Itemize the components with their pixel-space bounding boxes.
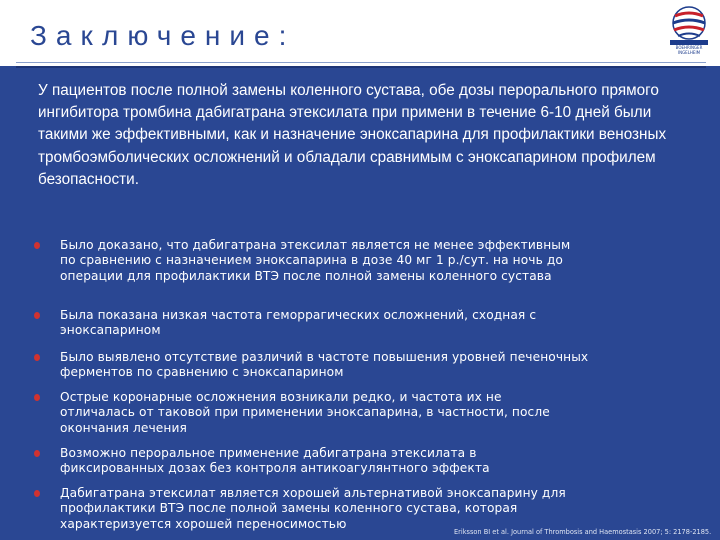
- list-item-text: Была показана низкая частота геморрагических осложнений, сходная с эноксапарином: [60, 308, 537, 338]
- logo-text: BOEHRINGER INGELHEIM: [675, 45, 703, 55]
- company-logo: [664, 4, 714, 62]
- header-bar: [0, 0, 720, 66]
- bullet-marker-icon: [34, 490, 40, 497]
- header-divider-shadow: [16, 66, 706, 68]
- list-item-text: Острые коронарные осложнения возникали редко, и частота их не отличалась от таковой при применении эноксапарина, в частности, после окончания лечения: [60, 390, 550, 435]
- bullet-marker-icon: [34, 354, 40, 361]
- bullet-marker-icon: [34, 312, 40, 319]
- header-divider: [16, 62, 706, 63]
- logo-globe-icon: [664, 4, 714, 46]
- slide-title: Заключение:: [30, 20, 296, 51]
- list-item-text: Было доказано, что дабигатрана этексилат является не менее эффективным по сравнению с назначением эноксапарина в дозе 40 мг 1 р./сут. на ночь до операции для профилактики ВТЭ после полной замены коленного сустава: [60, 238, 571, 283]
- bullet-marker-icon: [34, 242, 40, 249]
- citation: Eriksson BI et al. Journal of Thrombosis and Haemostasis 2007; 5: 2178-2185.: [454, 528, 712, 536]
- bullet-marker-icon: [34, 450, 40, 457]
- bullet-marker-icon: [34, 394, 40, 401]
- list-item-text: Возможно пероральное применение дабигатрана этексилата в фиксированных дозах без контроля антикоагулянтного эффекта: [60, 446, 490, 476]
- intro-paragraph: У пациентов после полной замены коленного сустава, обе дозы перорального прямого ингибитора тромбина дабигатрана этексилата при примени в течение 6-10 дней были такими же эффективными, как и назначение эноксапарина для профилактики венозных тромбоэмболических осложнений и обладали сравнимым с эноксапарином профилем безопасности.: [38, 82, 667, 188]
- list-item-text: Было выявлено отсутствие различий в частоте повышения уровней печеночных ферментов по сравнению с эноксапарином: [60, 350, 589, 380]
- list-item-text: Дабигатрана этексилат является хорошей альтернативой эноксапарину для профилактики ВТЭ после полной замены коленного сустава, которая характеризуется хорошей переносимостью: [60, 486, 566, 531]
